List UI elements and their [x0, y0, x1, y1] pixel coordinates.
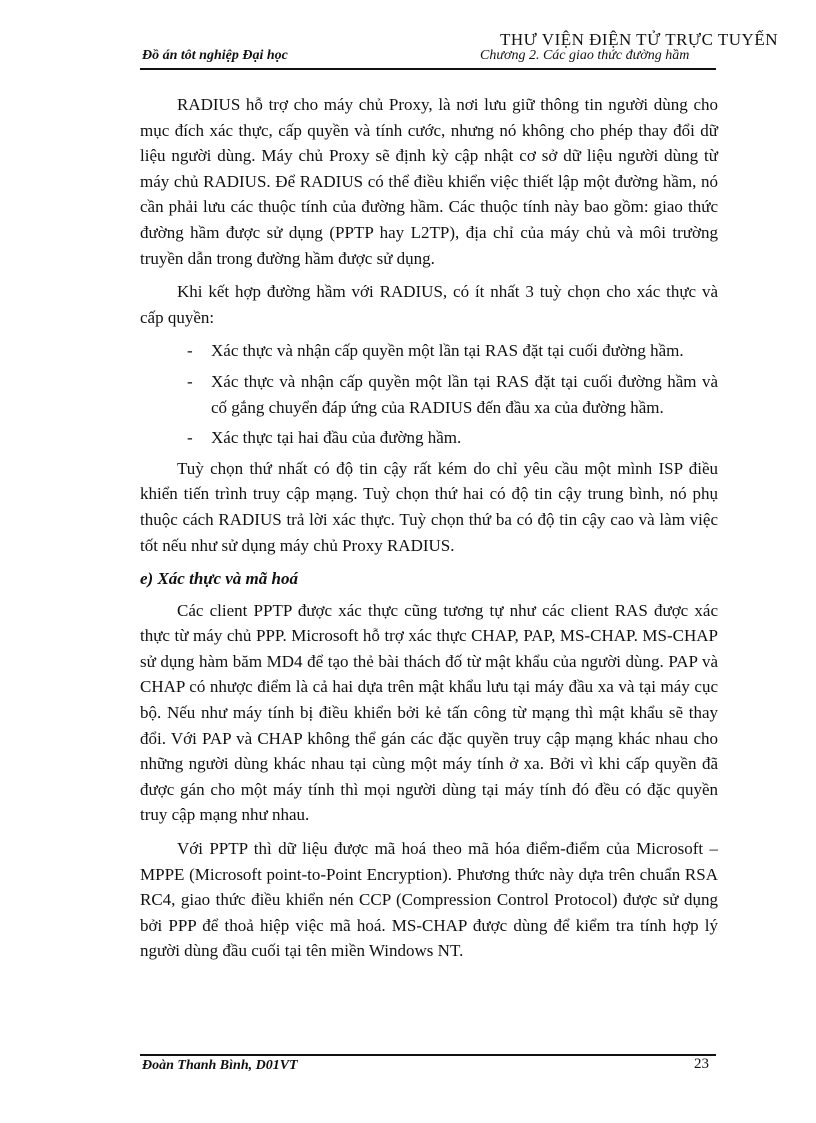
paragraph-tunnel-radius-options: Khi kết hợp đường hầm với RADIUS, có ít nhất 3 tuỳ chọn cho xác thực và cấp quyền: [140, 282, 718, 327]
list-dash: - [187, 341, 193, 361]
paragraph-mppe: Với PPTP thì dữ liệu được mã hoá theo mã hóa điểm-điểm của Microsoft – MPPE (Microsoft point-to-Point Encryption). Phương thức này dựa trên chuẩn RSA RC4, giao thức điều khiển nén CCP (Compression Control Protocol) được sử dụng bởi PPP để thoả hiệp việc mã hoá. MS-CHAP được dùng để kiểm tra tính hợp lý người dùng đầu cuối tại tên miền Windows NT. [140, 839, 718, 961]
paragraph-radius-proxy: RADIUS hỗ trợ cho máy chủ Proxy, là nơi lưu giữ thông tin người dùng cho mục đích xác thực, cấp quyền và tính cước, nhưng nó không cho phép thay đổi dữ liệu người dùng. Máy chủ Proxy sẽ định kỳ cập nhật cơ sở dữ liệu người dùng từ máy chủ RADIUS. Để RADIUS có thể điều khiển việc thiết lập một đường hầm, nó cần phải lưu các thuộc tính của đường hầm. Các thuộc tính này bao gồm: giao thức đường hầm được sử dụng (PPTP hay L2TP), địa chỉ của máy chủ và môi trường truyền dẫn trong đường hầm được sử dụng. [140, 95, 718, 268]
watermark-text: THƯ VIỆN ĐIỆN TỬ TRỰC TUYẾN [500, 30, 778, 49]
list-item [140, 338, 718, 364]
page-body [140, 92, 718, 964]
footer-divider [140, 1054, 716, 1056]
list-item-text: Xác thực tại hai đầu của đường hầm. [211, 428, 462, 448]
section-heading-auth-encryption: e) Xác thực và mã hoá [140, 569, 298, 589]
page-number: 23 [694, 1056, 709, 1072]
list-dash: - [187, 428, 193, 448]
header-divider [140, 68, 716, 70]
list-item-text: Xác thực và nhận cấp quyền một lần tại RAS đặt tại cuối đường hầm. [211, 341, 684, 361]
options-list [140, 338, 718, 450]
list-item [140, 425, 718, 451]
list-item-text: Xác thực và nhận cấp quyền một lần tại RAS đặt tại cuối đường hầm và cố gắng chuyển đáp ứng của RADIUS đến đầu xa của đường hầm. [211, 371, 718, 417]
list-dash: - [187, 371, 193, 391]
footer-author: Đoàn Thanh Bình, D01VT [142, 1058, 298, 1073]
header-document-title: Đồ án tôt nghiệp Đại học [142, 48, 288, 63]
list-item [140, 369, 718, 420]
header-chapter-title: Chương 2. Các giao thức đường hầm [480, 48, 690, 63]
paragraph-reliability: Tuỳ chọn thứ nhất có độ tin cậy rất kém do chỉ yêu cầu một mình ISP điều khiển tiến trình truy cập mạng. Tuỳ chọn thứ hai có độ tin cậy trung bình, nó phụ thuộc cách RADIUS trả lời xác thực. Tuỳ chọn thứ ba có độ tin cậy cao và làm việc tốt nếu như sử dụng máy chủ Proxy RADIUS. [140, 458, 718, 555]
paragraph-pptp-auth: Các client PPTP được xác thực cũng tương tự như các client RAS được xác thực từ máy chủ PPP. Microsoft hỗ trợ xác thực CHAP, PAP, MS-CHAP. MS-CHAP sử dụng hàm băm MD4 để tạo thẻ bài thách đố từ mật khẩu của người dùng. PAP và CHAP có nhược điểm là cả hai dựa trên mật khẩu lưu tại máy đầu xa và tại máy cục bộ. Nếu như máy tính bị điều khiển bởi kẻ tấn công từ mạng thì mật khẩu sẽ thay đổi. Với PAP và CHAP không thể gán các đặc quyền truy cập mạng khác nhau cho những người dùng khác nhau tại cùng một máy tính ở xa. Bởi vì khi cấp quyền đã được gán cho một máy tính thì mọi người dùng tại máy tính đó đều có đặc quyền truy cập mạng như nhau. [140, 600, 718, 825]
